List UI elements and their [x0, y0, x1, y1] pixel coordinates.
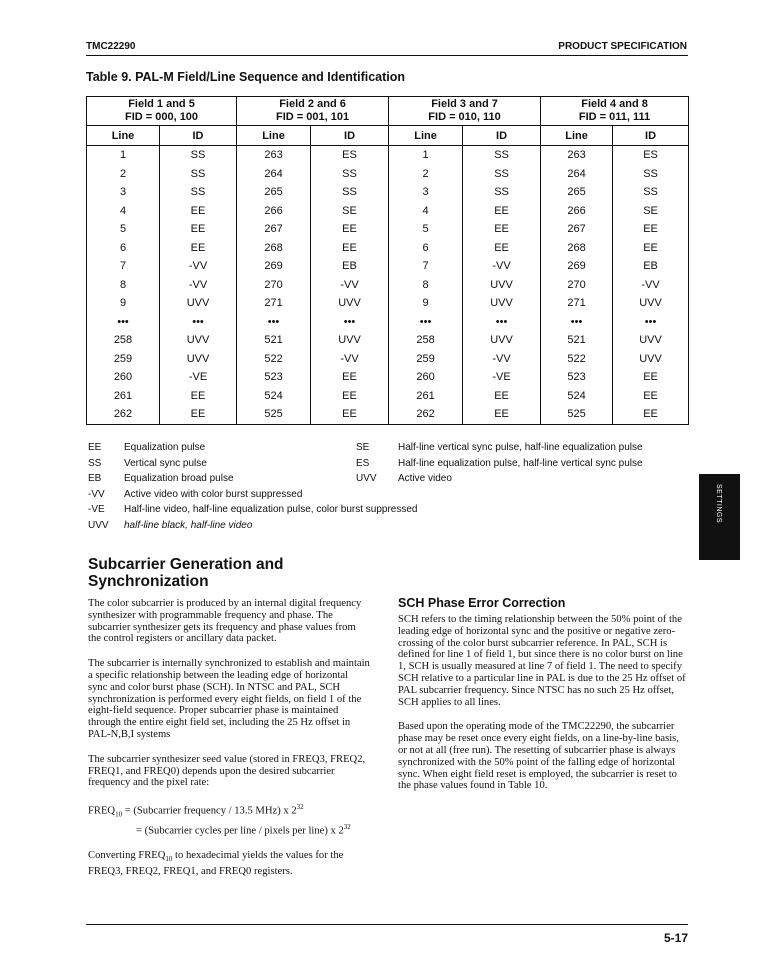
line-cell: 266: [541, 202, 613, 221]
line-cell: 6: [389, 239, 463, 258]
line-cell: 522: [541, 350, 613, 369]
page-number: 5-17: [663, 931, 688, 945]
left-column-body: [88, 598, 370, 891]
id-cell: EE: [613, 405, 689, 424]
table-row: [87, 220, 689, 239]
line-cell: 525: [541, 405, 613, 424]
legend-item: EE Equalization pulse: [88, 442, 206, 453]
table-row: [87, 387, 689, 406]
right-column-body: [398, 614, 690, 805]
column-header-line: Line: [541, 126, 613, 146]
id-cell: SS: [613, 183, 689, 202]
table-row: [87, 183, 689, 202]
line-cell: 522: [237, 350, 311, 369]
id-cell: SS: [613, 165, 689, 184]
paragraph: The subcarrier is internally synchronized to establish and maintain a specific relationship between the leading edge of horizontal sync and color burst phase (SCH). In NTSC and PAL, SCH synchronization is performed every eight fields, on field 1 of the eight-field sequence. Proper subcarrier phase is maintained through the entire eight field set, including the 25 Hz offset in PAL-N,B,I systems: [88, 658, 370, 740]
group-header: Field 1 and 5 FID = 000, 100: [87, 97, 237, 126]
line-cell: •••: [389, 313, 463, 332]
header-rule: [86, 55, 688, 56]
legend-right: [356, 440, 643, 487]
legend-item: -VE Half-line video, half-line equalization pulse, color burst suppressed: [88, 504, 418, 516]
id-cell: EE: [311, 239, 389, 258]
id-cell: -VV: [463, 257, 541, 276]
id-cell: UVV: [613, 331, 689, 350]
id-cell: EE: [463, 405, 541, 424]
line-cell: 267: [541, 220, 613, 239]
id-cell: SE: [613, 202, 689, 221]
id-cell: UVV: [613, 294, 689, 313]
legend-item: UVV Active video: [356, 473, 452, 485]
line-cell: 263: [237, 146, 311, 165]
line-cell: 262: [389, 405, 463, 424]
id-cell: SS: [463, 146, 541, 165]
line-cell: 523: [541, 368, 613, 387]
line-cell: 7: [389, 257, 463, 276]
id-cell: SS: [311, 183, 389, 202]
id-cell: ES: [613, 146, 689, 165]
table-row: [87, 202, 689, 221]
line-cell: 1: [87, 146, 160, 165]
id-cell: EE: [613, 220, 689, 239]
id-cell: SS: [160, 183, 237, 202]
line-cell: 269: [541, 257, 613, 276]
section-heading: Subcarrier Generation and Synchronization: [88, 556, 284, 590]
group-header: Field 4 and 8 FID = 011, 111: [541, 97, 689, 126]
line-cell: 5: [87, 220, 160, 239]
line-cell: 3: [87, 183, 160, 202]
line-cell: 2: [87, 165, 160, 184]
id-cell: EE: [160, 387, 237, 406]
table-row: [87, 165, 689, 184]
id-cell: EE: [463, 202, 541, 221]
line-cell: 2: [389, 165, 463, 184]
id-cell: UVV: [160, 331, 237, 350]
id-cell: -VV: [463, 350, 541, 369]
table-title: Table 9. PAL-M Field/Line Sequence and Identification: [86, 70, 406, 84]
id-cell: UVV: [311, 331, 389, 350]
table-row: [87, 146, 689, 165]
id-cell: EE: [311, 405, 389, 424]
table-row: [87, 239, 689, 258]
line-cell: 5: [389, 220, 463, 239]
id-cell: EE: [160, 220, 237, 239]
section-side-tab: SETTINGS: [699, 474, 740, 560]
column-header-id: ID: [613, 126, 689, 146]
line-cell: 269: [237, 257, 311, 276]
column-header-line: Line: [87, 126, 160, 146]
id-cell: -VV: [311, 276, 389, 295]
line-cell: •••: [541, 313, 613, 332]
line-cell: 6: [87, 239, 160, 258]
subsection-heading: SCH Phase Error Correction: [398, 596, 566, 610]
id-cell: EB: [311, 257, 389, 276]
line-cell: 264: [541, 165, 613, 184]
line-cell: 9: [389, 294, 463, 313]
paragraph: Based upon the operating mode of the TMC22290, the subcarrier phase may be reset once every eight fields, on a line-by-line basis, or not at all (free run). The resetting of subcarrier phase is always synchronized with the 50% point of the falling edge of horizontal sync. When eight field reset is employed, the subcarrier is reset to the phase values found in Table 10.: [398, 721, 679, 792]
line-cell: 260: [87, 368, 160, 387]
line-cell: 270: [237, 276, 311, 295]
id-cell: UVV: [463, 331, 541, 350]
id-cell: EE: [463, 239, 541, 258]
freq-formula: $FREQ_{10}$ = (Subcarrier frequency / 13.5 MHz) x $2^{32}$ = (Subcarrier cycles per line / pixels per line) x $2^{32}$: [88, 803, 351, 837]
line-cell: 259: [87, 350, 160, 369]
line-cell: 8: [87, 276, 160, 295]
legend-item: SE Half-line vertical sync pulse, half-line equalization pulse: [356, 442, 643, 453]
line-cell: 521: [237, 331, 311, 350]
line-cell: •••: [87, 313, 160, 332]
line-cell: 521: [541, 331, 613, 350]
line-cell: 271: [237, 294, 311, 313]
line-cell: 524: [541, 387, 613, 406]
id-cell: -VE: [463, 368, 541, 387]
id-cell: SS: [463, 165, 541, 184]
id-cell: UVV: [613, 350, 689, 369]
line-cell: 258: [87, 331, 160, 350]
line-cell: 7: [87, 257, 160, 276]
line-cell: 525: [237, 405, 311, 424]
id-cell: -VV: [311, 350, 389, 369]
legend-item: -VV Active video with color burst suppressed: [88, 488, 303, 500]
column-header-id: ID: [311, 126, 389, 146]
id-cell: EE: [160, 405, 237, 424]
id-cell: UVV: [160, 350, 237, 369]
paragraph: The color subcarrier is produced by an internal digital frequency synthesizer with programmable frequency and phase. The subcarrier synthesizer gets its frequency and phase values from the control registers or ancillary data packet.: [88, 598, 362, 645]
id-cell: EE: [311, 368, 389, 387]
line-cell: 266: [237, 202, 311, 221]
table-row: [87, 331, 689, 350]
group-header-row: [87, 97, 689, 126]
line-cell: 261: [87, 387, 160, 406]
legend-item: UVV half-line black, half-line video: [88, 519, 253, 531]
line-cell: 263: [541, 146, 613, 165]
id-cell: •••: [613, 313, 689, 332]
column-header-id: ID: [463, 126, 541, 146]
id-cell: EE: [311, 387, 389, 406]
paragraph: Converting $FREQ_{10}$ to hexadecimal yields the values for the FREQ3, FREQ2, FREQ1, and FREQ0 registers.: [88, 849, 344, 877]
id-cell: -VV: [160, 276, 237, 295]
id-cell: •••: [311, 313, 389, 332]
table-row: [87, 350, 689, 369]
id-cell: EE: [311, 220, 389, 239]
id-cell: SE: [311, 202, 389, 221]
id-cell: -VE: [160, 368, 237, 387]
header-part-number: TMC22290: [86, 41, 136, 52]
id-cell: •••: [160, 313, 237, 332]
footer-rule: [86, 924, 688, 925]
line-cell: 268: [237, 239, 311, 258]
table-row: [87, 405, 689, 424]
legend-item: EB Equalization broad pulse: [88, 473, 234, 485]
line-cell: 1: [389, 146, 463, 165]
line-cell: 3: [389, 183, 463, 202]
table-row: [87, 276, 689, 295]
line-cell: 270: [541, 276, 613, 295]
header-section-title: PRODUCT SPECIFICATION: [558, 41, 687, 52]
field-line-table: [86, 96, 689, 425]
id-cell: UVV: [160, 294, 237, 313]
id-cell: SS: [160, 146, 237, 165]
line-cell: 523: [237, 368, 311, 387]
table-row: [87, 257, 689, 276]
legend-item: SS Vertical sync pulse: [88, 457, 207, 469]
line-cell: 4: [389, 202, 463, 221]
id-cell: UVV: [463, 294, 541, 313]
legend-item: ES Half-line equalization pulse, half-line vertical sync pulse: [356, 457, 643, 469]
line-cell: 258: [389, 331, 463, 350]
line-cell: 9: [87, 294, 160, 313]
paragraph: The subcarrier synthesizer seed value (stored in FREQ3, FREQ2, FREQ1, and FREQ0) depends upon the desired subcarrier frequency and the pixel rate:: [88, 753, 366, 789]
line-cell: 4: [87, 202, 160, 221]
column-header-row: [87, 126, 689, 146]
line-cell: 267: [237, 220, 311, 239]
id-cell: EE: [613, 239, 689, 258]
id-cell: ES: [311, 146, 389, 165]
line-cell: 262: [87, 405, 160, 424]
line-cell: 261: [389, 387, 463, 406]
id-cell: SS: [311, 165, 389, 184]
line-cell: 265: [541, 183, 613, 202]
id-cell: SS: [463, 183, 541, 202]
line-cell: 271: [541, 294, 613, 313]
id-cell: EE: [463, 220, 541, 239]
id-cell: SS: [160, 165, 237, 184]
id-cell: UVV: [463, 276, 541, 295]
id-cell: •••: [463, 313, 541, 332]
id-cell: -VV: [160, 257, 237, 276]
column-header-id: ID: [160, 126, 237, 146]
line-cell: 264: [237, 165, 311, 184]
group-header: Field 2 and 6 FID = 001, 101: [237, 97, 389, 126]
column-header-line: Line: [237, 126, 311, 146]
table-row: [87, 313, 689, 332]
id-cell: UVV: [311, 294, 389, 313]
id-cell: EE: [463, 387, 541, 406]
id-cell: EE: [613, 387, 689, 406]
line-cell: 8: [389, 276, 463, 295]
line-cell: •••: [237, 313, 311, 332]
line-cell: 260: [389, 368, 463, 387]
paragraph: SCH refers to the timing relationship between the 50% point of the leading edge of horizontal sync and the positive or negative zero-crossing of the color burst subcarrier reference. In PAL, SCH is defined for line 1 of field 1, but since there is no color burst on line 1, SCH is usually measured at line 7 of field 1. The need to specify SCH relative to a particular line in PAL is due to the 25 Hz offset of PAL subcarrier frequency. Since NTSC has no such 25 Hz offset, SCH applies to all lines.: [398, 614, 686, 708]
line-cell: 268: [541, 239, 613, 258]
column-header-line: Line: [389, 126, 463, 146]
id-cell: EE: [613, 368, 689, 387]
table-row: [87, 368, 689, 387]
id-cell: -VV: [613, 276, 689, 295]
id-cell: EE: [160, 239, 237, 258]
id-cell: EB: [613, 257, 689, 276]
line-cell: 524: [237, 387, 311, 406]
group-header: Field 3 and 7 FID = 010, 110: [389, 97, 541, 126]
line-cell: 259: [389, 350, 463, 369]
line-cell: 265: [237, 183, 311, 202]
table-row: [87, 294, 689, 313]
id-cell: EE: [160, 202, 237, 221]
